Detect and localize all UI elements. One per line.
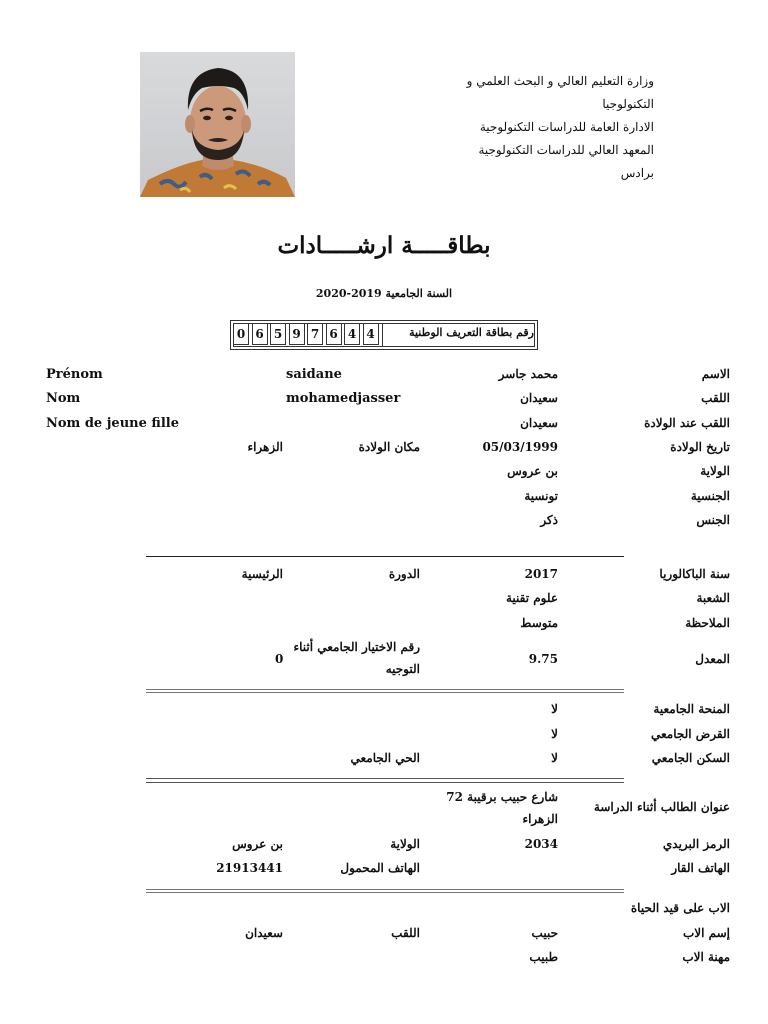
first-name-ar: محمد جاسر: [498, 367, 558, 381]
id-digit: 4: [363, 323, 379, 345]
bac-mention: متوسط: [520, 616, 558, 630]
birth-place: الزهراء: [247, 440, 283, 454]
section-divider: [146, 778, 624, 783]
choice-number: 0: [275, 652, 284, 666]
id-digit: 6: [252, 323, 268, 345]
national-id-digits: [233, 323, 381, 347]
housing-label: السكن الجامعي: [651, 751, 730, 765]
father-job-label: مهنة الاب: [682, 950, 730, 964]
bac-year-label: سنة الباكالوريا: [659, 567, 730, 581]
id-digit: 4: [344, 323, 360, 345]
address-line1: شارع حبيب برقيبة 72: [446, 790, 558, 804]
bac-branch-label: الشعبة: [696, 591, 730, 605]
institution-header: [394, 70, 654, 185]
header-line: الادارة العامة للدراسات التكنولوجية: [479, 120, 654, 134]
birth-place-label: مكان الولادة: [358, 440, 420, 454]
first-name-fr: saidane: [286, 367, 342, 382]
father-job: طبيب: [529, 950, 558, 964]
last-name-fr: mohamedjasser: [286, 391, 401, 406]
loan-value: لا: [551, 727, 558, 741]
page-title: بطاقـــــة ارشـــــادات: [277, 232, 491, 259]
bac-average-label: المعدل: [695, 652, 730, 666]
id-digit: 5: [270, 323, 286, 345]
bac-branch: علوم تقنية: [505, 591, 558, 605]
id-digit: 6: [326, 323, 342, 345]
governorate: بن عروس: [507, 464, 558, 478]
header-line: برادس: [620, 166, 654, 180]
maiden-name-ar: سعيدان: [520, 416, 558, 430]
choice-label-line2: التوجيه: [385, 662, 420, 676]
bac-mention-label: الملاحظة: [685, 616, 730, 630]
person-portrait-icon: [140, 52, 295, 197]
father-surname: سعيدان: [245, 926, 283, 940]
governorate-label: الولاية: [700, 464, 730, 478]
last-name-label-ar: اللقب: [701, 391, 730, 405]
bac-session-label: الدورة: [388, 567, 420, 581]
address-line2: الزهراء: [522, 812, 558, 826]
section-divider: [146, 889, 624, 893]
grant-label: المنحة الجامعية: [653, 702, 730, 716]
address-label: عنوان الطالب أثناء الدراسة: [593, 800, 730, 814]
nationality-label: الجنسية: [690, 489, 730, 503]
birth-date: 05/03/1999: [482, 440, 558, 454]
housing-value: لا: [551, 751, 558, 765]
student-photo: [140, 52, 295, 197]
id-digit: 7: [307, 323, 323, 345]
birth-date-label: تاريخ الولادة: [670, 440, 730, 454]
maiden-name-label-ar: اللقب عند الولادة: [644, 416, 730, 430]
first-name-label-fr: Prénom: [46, 367, 103, 382]
gender-label: الجنس: [696, 513, 730, 527]
address-gov: بن عروس: [232, 837, 283, 851]
id-digit: 0: [233, 323, 249, 345]
academic-year: السنة الجامعية 2019-2020: [315, 287, 453, 300]
grant-value: لا: [551, 702, 558, 716]
section-divider: [146, 556, 624, 557]
father-name: حبيب: [531, 926, 558, 940]
bac-year: 2017: [524, 567, 558, 581]
section-divider: [146, 689, 624, 693]
last-name-label-fr: Nom: [46, 391, 81, 406]
last-name-ar: سعيدان: [520, 391, 558, 405]
address-gov-label: الولاية: [390, 837, 420, 851]
header-line: التكنولوجيا: [602, 97, 654, 111]
father-status: الاب على قيد الحياة: [630, 901, 730, 915]
header-line: المعهد العالي للدراسات التكنولوجية: [478, 143, 654, 157]
id-digit: 9: [289, 323, 305, 345]
postal-code-label: الرمز البريدي: [662, 837, 730, 851]
campus-label: الحي الجامعي: [350, 751, 420, 765]
loan-label: القرض الجامعي: [651, 727, 730, 741]
mobile-number: 21913441: [216, 861, 283, 875]
mobile-label: الهاتف المحمول: [340, 861, 420, 875]
postal-code: 2034: [524, 837, 558, 851]
father-surname-label: اللقب: [391, 926, 420, 940]
landline-label: الهاتف القار: [671, 861, 730, 875]
choice-label-line1: رقم الاختيار الجامعي أثناء: [293, 640, 420, 654]
gender: ذكر: [540, 513, 558, 527]
national-id-label: رقم بطاقة التعريف الوطنية: [409, 326, 534, 339]
bac-average: 9.75: [528, 652, 558, 666]
father-name-label: إسم الاب: [682, 926, 730, 940]
first-name-label-ar: الاسم: [701, 367, 730, 381]
bac-session: الرئيسية: [241, 567, 283, 581]
nationality: تونسية: [524, 489, 558, 503]
maiden-name-label-fr: Nom de jeune fille: [46, 416, 179, 431]
header-line: وزارة التعليم العالي و البحث العلمي و: [466, 74, 654, 88]
